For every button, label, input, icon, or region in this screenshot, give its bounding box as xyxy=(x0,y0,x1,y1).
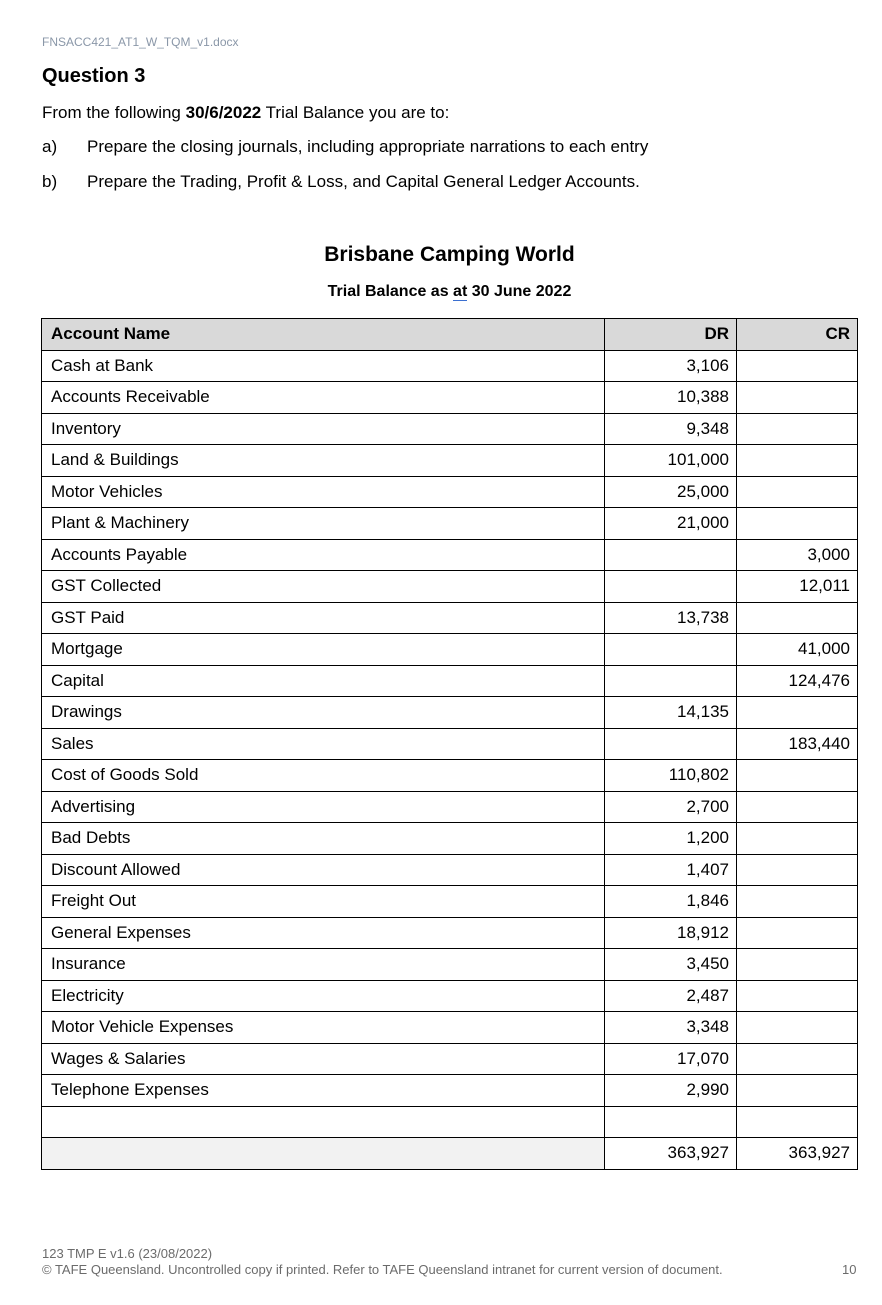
table-row xyxy=(42,886,858,918)
table-row xyxy=(42,1075,858,1107)
table-row xyxy=(42,445,858,477)
report-subtitle xyxy=(0,283,882,301)
table-row xyxy=(42,665,858,697)
dr-cell: 3,348 xyxy=(605,1012,737,1044)
document-filename: FNSACC421_AT1_W_TQM_v1.docx xyxy=(42,35,239,49)
table-row xyxy=(42,350,858,382)
company-name: Brisbane Camping World xyxy=(324,243,575,266)
dr-cell: 18,912 xyxy=(605,917,737,949)
cr-cell xyxy=(737,445,858,477)
task-label: b) xyxy=(42,172,58,191)
table-header-row xyxy=(42,319,858,351)
account-name-cell: Inventory xyxy=(42,413,605,445)
cr-cell xyxy=(737,980,858,1012)
account-name-cell: Bad Debts xyxy=(42,823,605,855)
account-name-cell: Wages & Salaries xyxy=(42,1043,605,1075)
trial-balance-table xyxy=(41,318,858,1170)
dr-cell xyxy=(605,571,737,603)
account-name-cell: General Expenses xyxy=(42,917,605,949)
account-name-cell: Capital xyxy=(42,665,605,697)
dr-cell: 10,388 xyxy=(605,382,737,414)
cr-cell: 183,440 xyxy=(737,728,858,760)
question-title: Question 3 xyxy=(42,65,146,87)
cr-cell xyxy=(737,382,858,414)
dr-cell: 3,106 xyxy=(605,350,737,382)
task-b xyxy=(42,172,640,192)
table-row xyxy=(42,728,858,760)
dr-cell: 17,070 xyxy=(605,1043,737,1075)
cr-cell xyxy=(737,760,858,792)
table-row xyxy=(42,823,858,855)
dr-cell: 3,450 xyxy=(605,949,737,981)
account-name-cell: Electricity xyxy=(42,980,605,1012)
dr-cell: 2,700 xyxy=(605,791,737,823)
dr-cell: 1,200 xyxy=(605,823,737,855)
subtitle-suffix: 30 June 2022 xyxy=(467,283,572,300)
account-name-cell: GST Paid xyxy=(42,602,605,634)
dr-cell: 101,000 xyxy=(605,445,737,477)
cr-cell xyxy=(737,697,858,729)
cr-cell xyxy=(737,886,858,918)
table-row xyxy=(42,508,858,540)
account-name-cell: Land & Buildings xyxy=(42,445,605,477)
account-name-cell: Mortgage xyxy=(42,634,605,666)
dr-cell xyxy=(605,539,737,571)
dr-cell xyxy=(605,665,737,697)
dr-cell: 1,846 xyxy=(605,886,737,918)
table-row xyxy=(42,917,858,949)
table-row xyxy=(42,413,858,445)
dr-cell: 110,802 xyxy=(605,760,737,792)
table-row xyxy=(42,791,858,823)
subtitle-underlined-word: at xyxy=(453,283,468,300)
table-row xyxy=(42,760,858,792)
cr-cell xyxy=(737,413,858,445)
intro-date: 30/6/2022 xyxy=(185,103,262,122)
task-text: Prepare the Trading, Profit & Loss, and Capital General Ledger Accounts. xyxy=(87,172,640,191)
table-row xyxy=(42,1012,858,1044)
totals-label xyxy=(42,1138,605,1170)
account-name-cell: Accounts Receivable xyxy=(42,382,605,414)
intro-suffix: Trial Balance you are to: xyxy=(261,103,450,122)
dr-cell: 2,990 xyxy=(605,1075,737,1107)
cr-cell: 12,011 xyxy=(737,571,858,603)
dr-cell: 13,738 xyxy=(605,602,737,634)
task-a xyxy=(42,137,648,157)
header-dr: DR xyxy=(605,319,737,351)
header-cr: CR xyxy=(737,319,858,351)
cr-cell: 3,000 xyxy=(737,539,858,571)
account-name-cell: Cash at Bank xyxy=(42,350,605,382)
account-name-cell: Advertising xyxy=(42,791,605,823)
dr-cell xyxy=(605,728,737,760)
totals-row xyxy=(42,1138,858,1170)
cr-cell: 41,000 xyxy=(737,634,858,666)
table-row xyxy=(42,949,858,981)
dr-cell: 25,000 xyxy=(605,476,737,508)
cr-cell xyxy=(737,823,858,855)
dr-cell: 2,487 xyxy=(605,980,737,1012)
cr-cell xyxy=(737,791,858,823)
cr-cell: 124,476 xyxy=(737,665,858,697)
table-row xyxy=(42,571,858,603)
table-row xyxy=(42,1043,858,1075)
header-account-name: Account Name xyxy=(42,319,605,351)
cr-cell xyxy=(737,1012,858,1044)
account-name-cell: Sales xyxy=(42,728,605,760)
dr-cell xyxy=(605,634,737,666)
cr-cell xyxy=(737,949,858,981)
cr-cell xyxy=(737,508,858,540)
cr-cell xyxy=(737,1075,858,1107)
intro-prefix: From the following xyxy=(42,103,186,122)
account-name-cell: Telephone Expenses xyxy=(42,1075,605,1107)
dr-cell xyxy=(605,1106,737,1138)
page-number: 10 xyxy=(842,1262,857,1277)
question-intro xyxy=(42,103,449,123)
table-row xyxy=(42,1106,858,1138)
task-text: Prepare the closing journals, including appropriate narrations to each entry xyxy=(87,137,649,156)
total-cr: 363,927 xyxy=(737,1138,858,1170)
account-name-cell: Plant & Machinery xyxy=(42,508,605,540)
footer-copyright: © TAFE Queensland. Uncontrolled copy if printed. Refer to TAFE Queensland intranet for current version of document. xyxy=(42,1262,723,1277)
account-name-cell: Motor Vehicles xyxy=(42,476,605,508)
table-row xyxy=(42,854,858,886)
account-name-cell: Freight Out xyxy=(42,886,605,918)
dr-cell: 21,000 xyxy=(605,508,737,540)
cr-cell xyxy=(737,1043,858,1075)
dr-cell: 14,135 xyxy=(605,697,737,729)
account-name-cell: Drawings xyxy=(42,697,605,729)
dr-cell: 9,348 xyxy=(605,413,737,445)
total-dr: 363,927 xyxy=(605,1138,737,1170)
subtitle-prefix: Trial Balance as xyxy=(327,283,454,300)
table-row xyxy=(42,602,858,634)
cr-cell xyxy=(737,854,858,886)
account-name-cell: Insurance xyxy=(42,949,605,981)
account-name-cell: GST Collected xyxy=(42,571,605,603)
account-name-cell: Accounts Payable xyxy=(42,539,605,571)
cr-cell xyxy=(737,476,858,508)
table-row xyxy=(42,980,858,1012)
cr-cell xyxy=(737,917,858,949)
table-row xyxy=(42,697,858,729)
account-name-cell: Discount Allowed xyxy=(42,854,605,886)
account-name-cell xyxy=(42,1106,605,1138)
dr-cell: 1,407 xyxy=(605,854,737,886)
cr-cell xyxy=(737,1106,858,1138)
table-row xyxy=(42,539,858,571)
footer-version: 123 TMP E v1.6 (23/08/2022) xyxy=(42,1246,213,1261)
cr-cell xyxy=(737,602,858,634)
table-row xyxy=(42,476,858,508)
account-name-cell: Cost of Goods Sold xyxy=(42,760,605,792)
cr-cell xyxy=(737,350,858,382)
account-name-cell: Motor Vehicle Expenses xyxy=(42,1012,605,1044)
table-row xyxy=(42,634,858,666)
table-row xyxy=(42,382,858,414)
task-label: a) xyxy=(42,137,58,156)
